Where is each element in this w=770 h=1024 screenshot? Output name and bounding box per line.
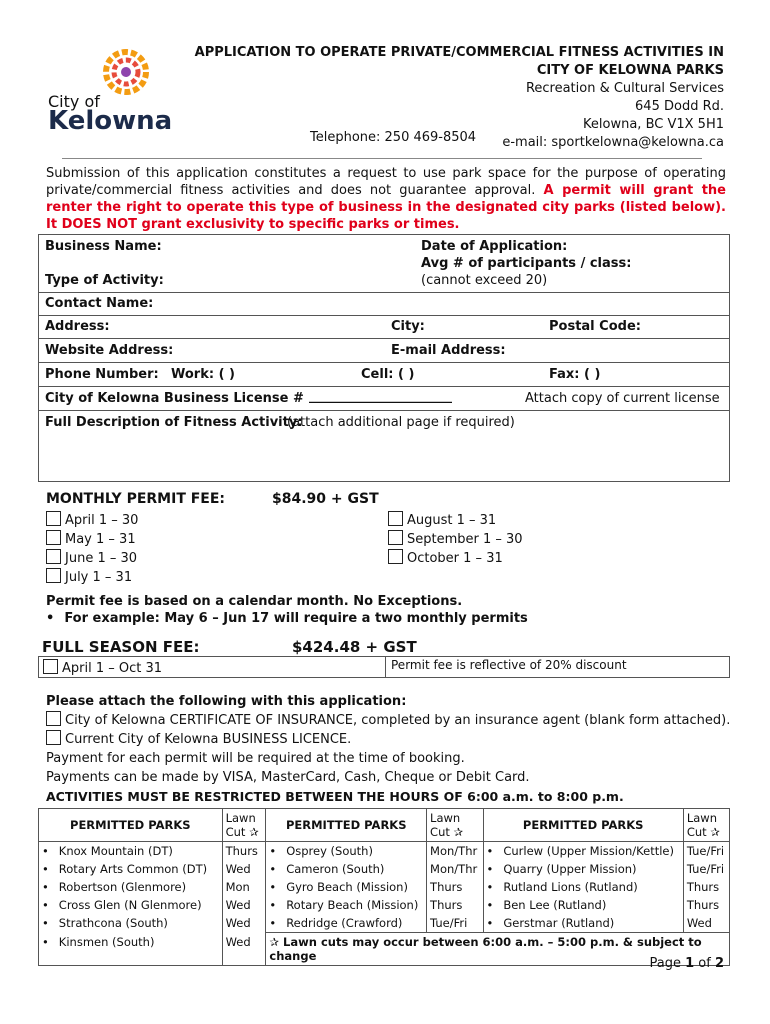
form-title-line1: APPLICATION TO OPERATE PRIVATE/COMMERCIAL FITNESS ACTIVITIES IN [194,45,724,60]
cell-phone-label: Cell: ( ) [361,367,415,382]
fax-label: Fax: ( ) [549,367,601,382]
month-option[interactable]: July 1 – 31 [46,568,138,587]
season-fee-price: $424.48 + GST [292,638,417,656]
checkbox-icon[interactable] [388,530,403,545]
monthly-options-left [46,511,138,587]
activity-type-label: Type of Activity: [45,273,164,288]
month-option[interactable]: September 1 – 30 [388,530,523,549]
telephone-contact: Telephone: 250 469-8504 [310,130,477,145]
monthly-example: • For example: May 6 – Jun 17 will require a two monthly permits [46,611,528,626]
city-label: City: [391,319,425,334]
checkbox-icon[interactable] [388,549,403,564]
table-row: • Rotary Arts Common (DT) Wed • Cameron (South) Mon/Thr • Quarry (Upper Mission) Tue/Fri [39,860,730,878]
table-row: • Robertson (Glenmore) Mon • Gyro Beach (Mission) Thurs • Rutland Lions (Rutland) Thurs [39,878,730,896]
business-name-label: Business Name: [45,239,162,254]
form-row-description[interactable] [39,411,729,483]
address-label: Address: [45,319,110,334]
checkbox-icon[interactable] [388,511,403,526]
form-title-line2: CITY OF KELOWNA PARKS [536,63,724,78]
attach-item[interactable]: City of Kelowna CERTIFICATE OF INSURANCE, completed by an insurance agent (blank form attached). [46,711,730,730]
month-option[interactable]: October 1 – 31 [388,549,523,568]
description-note: (attach additional page if required) [287,415,515,430]
form-row-contact[interactable] [39,293,729,316]
season-option[interactable]: April 1 – Oct 31 [43,659,162,676]
work-phone-label: Work: ( ) [171,367,235,382]
business-license-label: City of Kelowna Business License # [45,391,304,406]
col-header-lawn: Lawn Cut ✰ [427,809,484,842]
season-discount-note: Permit fee is reflective of 20% discount [391,658,627,672]
attach-item[interactable]: Current City of Kelowna BUSINESS LICENCE. [46,730,730,749]
website-label: Website Address: [45,343,174,358]
city-logo [48,48,173,138]
avg-note: (cannot exceed 20) [421,273,548,288]
page-number: Page 1 of 2 [649,956,724,971]
checkbox-icon[interactable] [46,549,61,564]
contact-name-label: Contact Name: [45,296,154,311]
license-blank[interactable]: ______________________ [309,389,452,404]
monthly-options-right [388,511,523,568]
checkbox-icon[interactable] [46,730,61,745]
intro-paragraph: Submission of this application constitutes a request to use park space for the purpose of operating private/commercial fitness activities and does not guarantee approval. [46,166,726,198]
month-option[interactable]: August 1 – 31 [388,511,523,530]
attach-section [46,692,730,787]
season-fee-label: FULL SEASON FEE: [42,638,200,656]
logo-kelowna-text: Kelowna [48,106,173,136]
col-header-parks: PERMITTED PARKS [266,809,427,842]
month-option[interactable]: April 1 – 30 [46,511,138,530]
payment-note-2: Payments can be made by VISA, MasterCard, Cash, Cheque or Debit Card. [46,770,530,785]
table-row: • Knox Mountain (DT) Thurs • Osprey (South) Mon/Thr • Curlew (Upper Mission/Kettle) Tue/Fri [39,842,730,861]
table-header-row [39,809,730,842]
col-header-lawn: Lawn Cut ✰ [222,809,266,842]
permitted-parks-table [38,808,730,966]
lawn-cut-footnote: ✰ Lawn cuts may occur between 6:00 a.m. – 5:00 p.m. & subject to change [266,933,730,966]
email-contact: e-mail: sportkelowna@kelowna.ca [502,135,724,150]
checkbox-icon[interactable] [46,568,61,583]
payment-note-1: Payment for each permit will be required at the time of booking. [46,751,465,766]
checkbox-icon[interactable] [46,530,61,545]
intro-text [46,165,726,233]
description-label: Full Description of Fitness Activity: [45,415,303,430]
street-address: 645 Dodd Rd. [635,99,724,114]
checkbox-icon[interactable] [46,711,61,726]
table-row: • Kinsmen (South) Wed ✰ Lawn cuts may occur between 6:00 a.m. – 5:00 p.m. & subject to change [39,933,730,966]
monthly-fee-label: MONTHLY PERMIT FEE: [46,491,226,507]
table-row: • Cross Glen (N Glenmore) Wed • Rotary Beach (Mission) Thurs • Ben Lee (Rutland) Thurs [39,896,730,914]
season-option-box [38,656,730,678]
checkbox-icon[interactable] [46,511,61,526]
form-row-web[interactable] [39,339,729,363]
city-address: Kelowna, BC V1X 5H1 [583,117,724,132]
col-header-parks: PERMITTED PARKS [483,809,683,842]
month-option[interactable]: June 1 – 30 [46,549,138,568]
form-row-business[interactable] [39,235,729,293]
phone-label: Phone Number: [45,367,159,382]
monthly-fee-price: $84.90 + GST [272,491,379,507]
month-option[interactable]: May 1 – 31 [46,530,138,549]
avg-participants-label: Avg # of participants / class: [421,256,632,271]
table-row: • Strathcona (South) Wed • Redridge (Crawford) Tue/Fri • Gerstmar (Rutland) Wed [39,914,730,933]
col-header-parks: PERMITTED PARKS [39,809,223,842]
attach-heading: Please attach the following with this application: [46,694,407,709]
header-divider [62,158,702,159]
postal-code-label: Postal Code: [549,319,641,334]
monthly-note: Permit fee is based on a calendar month. No Exceptions. [46,594,463,609]
form-row-phone[interactable] [39,363,729,387]
email-label: E-mail Address: [391,343,506,358]
form-row-license[interactable] [39,387,729,411]
date-label: Date of Application: [421,239,568,254]
license-note: Attach copy of current license [525,391,720,406]
col-header-lawn: Lawn Cut ✰ [683,809,729,842]
logo-sunburst-icon [96,48,166,98]
checkbox-icon[interactable] [43,659,58,674]
form-row-address[interactable] [39,316,729,339]
logo-city-text: City of [48,92,100,111]
dept-name: Recreation & Cultural Services [525,81,724,96]
intro-warning: A permit will grant the renter the right to operate this type of business in the designated city parks (listed below). It DOES NOT grant exclusivity to specific parks or times. [46,183,726,232]
restrict-hours-note: ACTIVITIES MUST BE RESTRICTED BETWEEN THE HOURS OF 6:00 a.m. to 8:00 p.m. [46,789,624,804]
applicant-form [38,234,730,482]
